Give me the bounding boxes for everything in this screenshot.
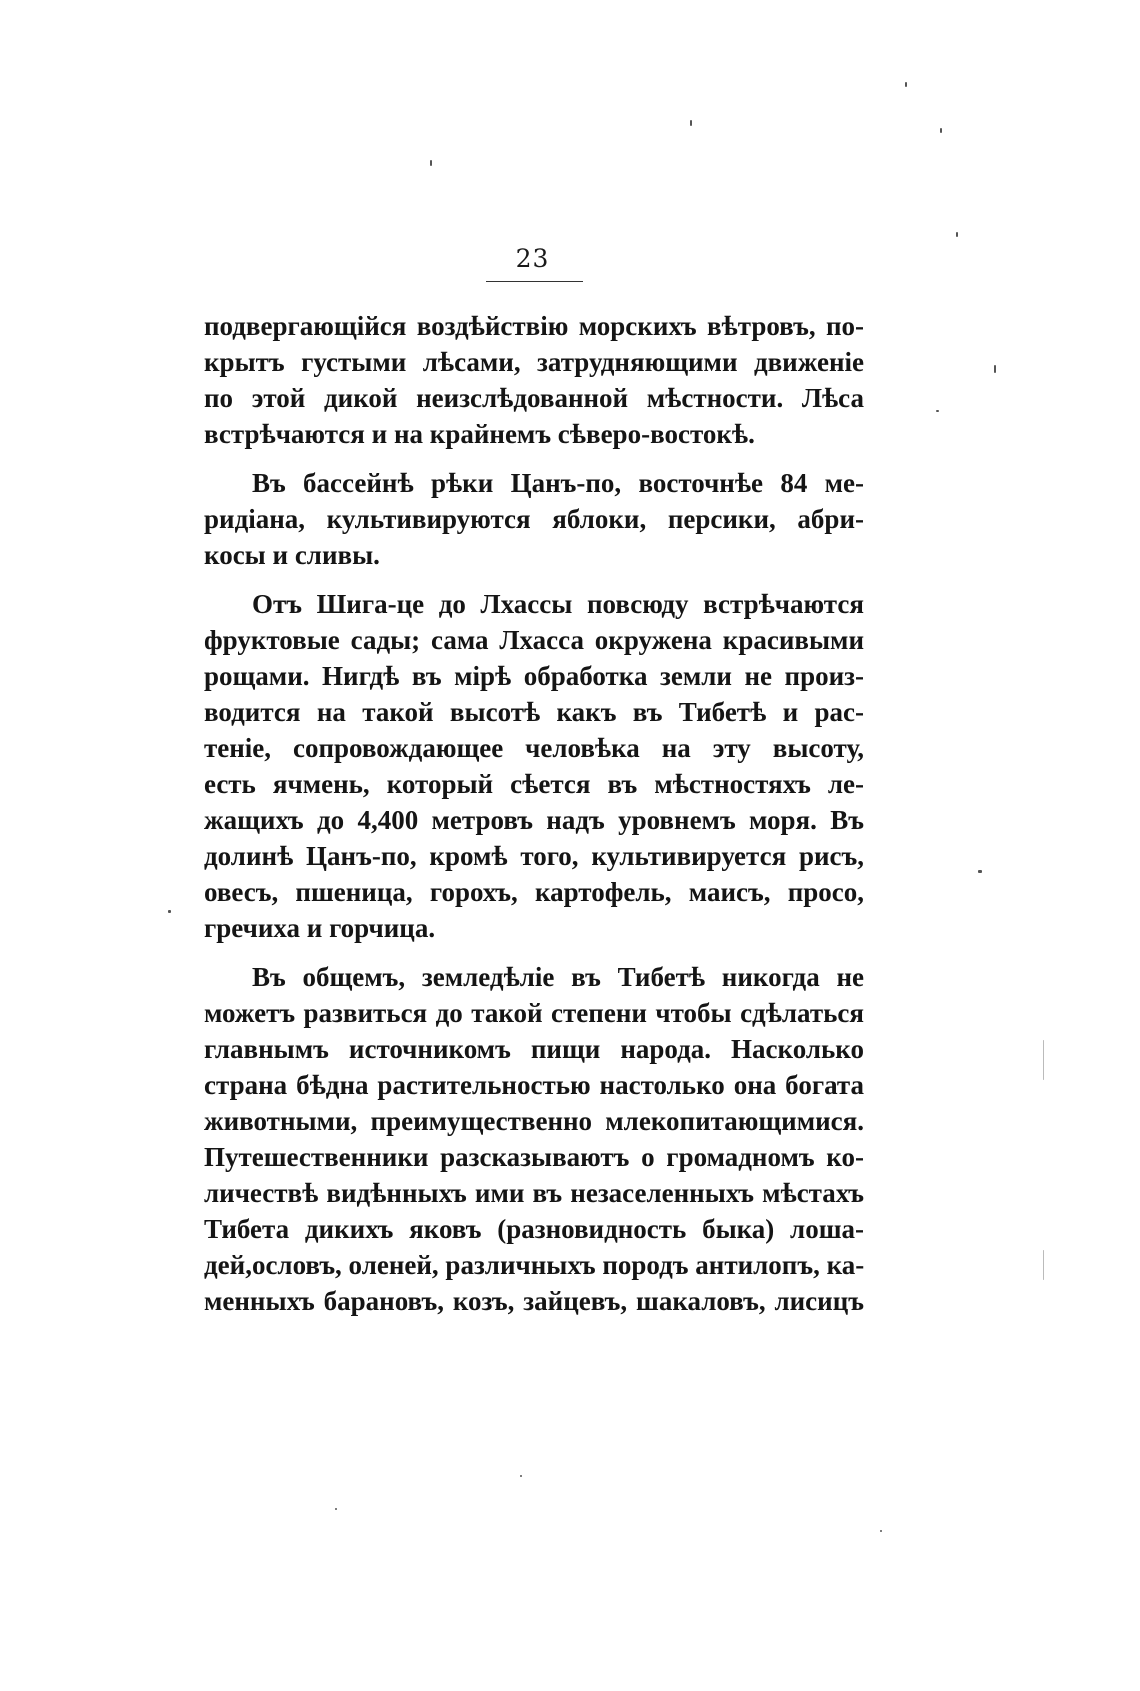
text-line: Путешественники разсказываютъ о громадномъ ко-: [204, 1142, 864, 1172]
text-line: долинѣ Цанъ-по, кромѣ того, культивируется рисъ,: [204, 841, 864, 871]
text-line: Тибета дикихъ яковъ (разновидность быка) лоша-: [204, 1214, 864, 1244]
scan-speck: [335, 1508, 337, 1510]
text-line: главнымъ источникомъ пищи народа. Насколько: [204, 1034, 864, 1064]
text-line: подвергающійся воздѣйствію морскихъ вѣтровъ, по-: [204, 311, 864, 341]
scan-speck: [880, 1530, 882, 1532]
text-line: ридіана, культивируются яблоки, персики, абри-: [204, 504, 864, 534]
text-line: овесъ, пшеница, горохъ, картофель, маисъ, просо,: [204, 877, 864, 907]
text-line: по этой дикой неизслѣдованной мѣстности. Лѣса: [204, 383, 864, 413]
scan-speck: [690, 120, 692, 126]
text-line: жащихъ до 4,400 метровъ надъ уровнемъ моря. Въ: [204, 805, 864, 835]
text-line: дей,ословъ, оленей, различныхъ породъ антилопъ, ка-: [204, 1250, 864, 1280]
scan-speck: [520, 1475, 522, 1477]
text-line: есть ячмень, который сѣется въ мѣстностяхъ ле-: [204, 769, 864, 799]
text-line: крытъ густыми лѣсами, затрудняющими движеніе: [204, 347, 864, 377]
scan-speck: [1043, 1250, 1044, 1280]
body-text: [204, 308, 864, 1319]
text-line: Отъ Шига-це до Лхассы повсюду встрѣчаются: [252, 589, 864, 619]
text-line: Въ общемъ, земледѣліе въ Тибетѣ никогда не: [252, 962, 864, 992]
scan-speck: [936, 410, 939, 412]
text-line: страна бѣдна растительностью настолько она богата: [204, 1070, 864, 1100]
text-line: рощами. Нигдѣ въ мірѣ обработка земли не произ-: [204, 661, 864, 691]
text-line: гречиха и горчица.: [204, 913, 436, 943]
text-line: фруктовые сады; сама Лхасса окружена красивыми: [204, 625, 864, 655]
scan-speck: [956, 232, 958, 237]
text-line: косы и сливы.: [204, 540, 380, 570]
page-number: 23: [515, 244, 550, 273]
scan-speck: [168, 910, 171, 913]
text-line: личествѣ видѣнныхъ ими въ незаселенныхъ мѣстахъ: [204, 1178, 864, 1208]
text-line: теніе, сопровождающее человѣка на эту высоту,: [204, 733, 864, 763]
text-line: встрѣчаются и на крайнемъ сѣверо-востокѣ.: [204, 419, 755, 449]
text-line: водится на такой высотѣ какъ въ Тибетѣ и рас-: [204, 697, 864, 727]
scan-speck: [905, 82, 907, 87]
scan-speck: [1043, 1040, 1044, 1080]
text-line: животными, преимущественно млекопитающимися.: [204, 1106, 864, 1136]
text-line: менныхъ барановъ, козъ, зайцевъ, шакаловъ, лисицъ: [204, 1286, 864, 1316]
scan-speck: [940, 128, 942, 133]
page-number-rule: [486, 281, 583, 282]
scan-speck: [430, 160, 432, 166]
text-line: Въ бассейнѣ рѣки Цанъ-по, восточнѣе 84 ме-: [252, 468, 864, 498]
scan-speck: [994, 365, 996, 373]
scan-speck: [978, 870, 982, 873]
text-line: можетъ развиться до такой степени чтобы сдѣлаться: [204, 998, 864, 1028]
